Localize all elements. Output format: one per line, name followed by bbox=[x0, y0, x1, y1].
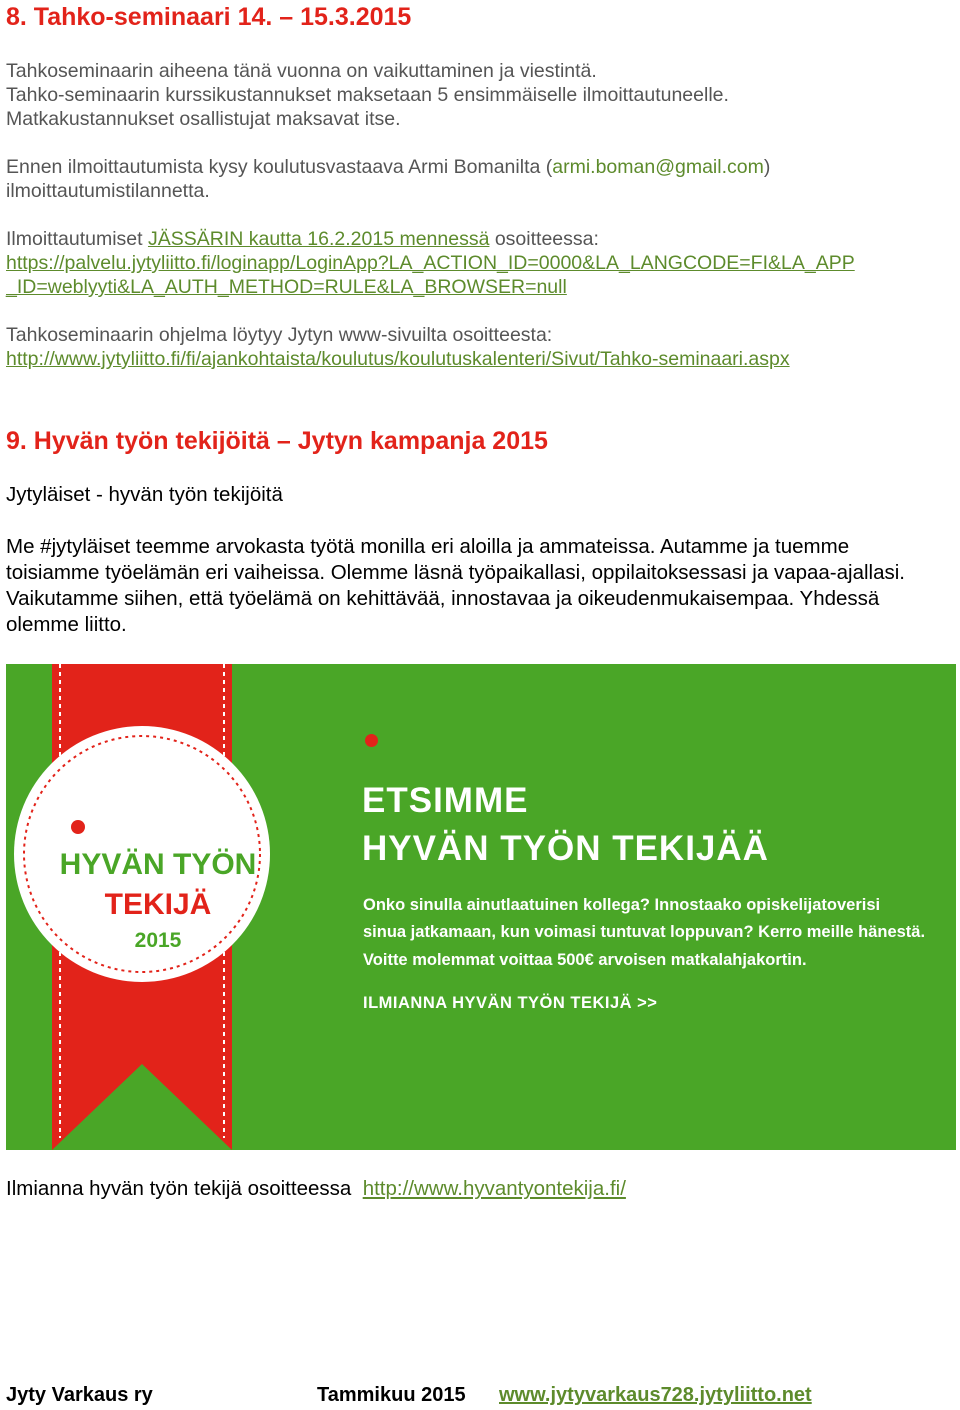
ask-prefix: Ennen ilmoittautumista kysy koulutusvastaava Armi Bomanilta ( bbox=[6, 156, 553, 178]
registration-url-line-2[interactable]: _ID=weblyyti&LA_AUTH_METHOD=RULE&LA_BROWSER=null bbox=[6, 276, 567, 298]
intro-line-1: Tahkoseminaarin aiheena tänä vuonna on vaikuttaminen ja viestintä. bbox=[6, 60, 597, 82]
badge-ribbon bbox=[6, 664, 306, 1150]
footer-url[interactable]: www.jytyvarkaus728.jytyliitto.net bbox=[499, 1384, 812, 1406]
registration-prefix: Ilmoittautumiset bbox=[6, 228, 148, 250]
banner-text-1: Onko sinulla ainutlaatuinen kollega? Innostaako opiskelijatoverisi bbox=[363, 896, 881, 914]
badge-dot bbox=[71, 820, 85, 834]
registration-suffix: osoitteessa: bbox=[489, 228, 599, 250]
section-9-title: 9. Hyvän työn tekijöitä – Jytyn kampanja 2015 bbox=[6, 427, 548, 455]
section-9-subtitle: Jytyläiset - hyvän työn tekijöitä bbox=[6, 483, 283, 506]
ask-paragraph bbox=[6, 155, 956, 179]
campaign-banner[interactable] bbox=[6, 664, 956, 1150]
footer-date: Tammikuu 2015 bbox=[317, 1384, 466, 1406]
intro-line-2: Tahko-seminaarin kurssikustannukset maksetaan 5 ensimmäiselle ilmoittautuneelle. bbox=[6, 84, 729, 106]
badge-line-1: HYVÄN TYÖN bbox=[59, 848, 257, 881]
badge-year: 2015 bbox=[134, 929, 182, 952]
ask-line-2: ilmoittautumistilannetta. bbox=[6, 180, 210, 202]
intro-line-3: Matkakustannukset osallistujat maksavat itse. bbox=[6, 108, 401, 130]
banner-cta-link[interactable]: ILMIANNA HYVÄN TYÖN TEKIJÄ >> bbox=[363, 994, 658, 1012]
badge-rosette bbox=[14, 726, 270, 982]
spacer bbox=[6, 131, 956, 155]
banner-heading-1: ETSIMME bbox=[362, 781, 529, 820]
report-text: Ilmianna hyvän työn tekijä osoitteessa bbox=[6, 1177, 352, 1200]
registration-url-line-1[interactable]: https://palvelu.jytyliitto.fi/loginapp/LoginApp?LA_ACTION_ID=0000&LA_LANGCODE=FI&LA_APP bbox=[6, 252, 855, 274]
program-url-line[interactable] bbox=[6, 347, 956, 371]
banner-dot bbox=[365, 734, 378, 747]
spacer bbox=[6, 203, 956, 227]
spacer bbox=[6, 299, 956, 323]
banner-heading-2: HYVÄN TYÖN TEKIJÄÄ bbox=[362, 829, 769, 868]
footer-org: Jyty Varkaus ry bbox=[6, 1384, 153, 1406]
section-8-title: 8. Tahko-seminaari 14. – 15.3.2015 bbox=[6, 3, 412, 31]
banner-text-3: Voitte molemmat voittaa 500€ arvoisen matkalahjakortin. bbox=[363, 951, 807, 969]
registration-url[interactable] bbox=[6, 251, 956, 299]
ask-suffix: ) bbox=[763, 156, 771, 178]
section-9-body: Me #jytyläiset teemme arvokasta työtä monilla eri aloilla ja ammateissa. Autamme ja tuemme toisiamme työelämän eri vaiheissa. Olemme läsnä työpaikallasi, oppilaitoksessasi ja vapaa-ajallasi. Vaikutamme siihen, että työelämä on kehittävää, innostavaa ja oikeudenmukaisempaa. Yhdessä olemme liitto. bbox=[6, 535, 905, 636]
jassari-link[interactable]: JÄSSÄRIN kautta 16.2.2015 mennessä bbox=[147, 228, 490, 250]
email-link[interactable]: armi.boman@gmail.com bbox=[552, 156, 764, 178]
report-line bbox=[6, 1176, 626, 1202]
report-url[interactable]: http://www.hyvantyontekija.fi/ bbox=[362, 1177, 626, 1200]
section-8-body bbox=[6, 59, 956, 371]
program-text: Tahkoseminaarin ohjelma löytyy Jytyn www-sivuilta osoitteesta: bbox=[6, 324, 553, 346]
badge-line-2: TEKIJÄ bbox=[104, 888, 212, 921]
banner-text-2: sinua jatkamaan, kun voimasi tuntuvat loppuvan? Kerro meille hänestä. bbox=[363, 923, 926, 941]
registration-paragraph bbox=[6, 227, 956, 251]
program-url[interactable]: http://www.jytyliitto.fi/fi/ajankohtaista/koulutus/koulutuskalenteri/Sivut/Tahko-seminaari.aspx bbox=[6, 348, 790, 370]
